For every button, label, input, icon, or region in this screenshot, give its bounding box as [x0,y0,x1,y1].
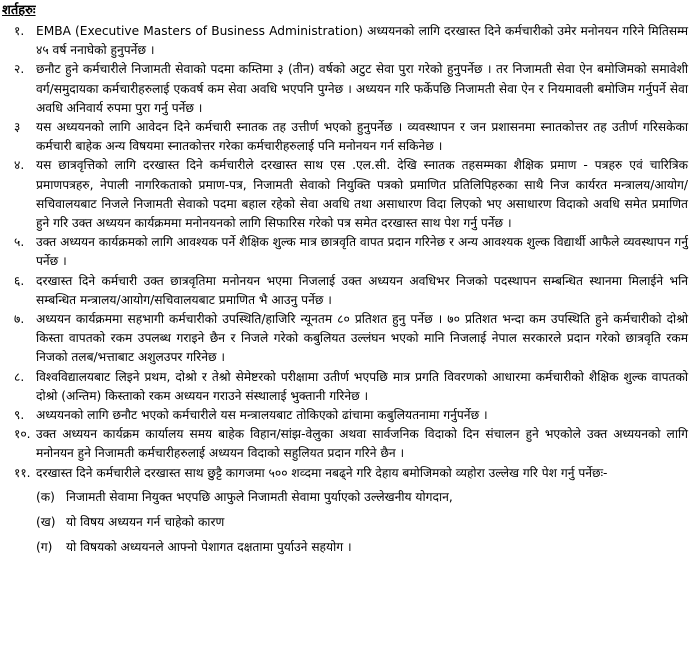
condition-number: १. [14,24,25,38]
condition-text: दरखास्त दिने कर्मचारी उक्त छात्रवृतिमा मनोनयन भएमा निजलाई उक्त अध्ययन अवधिभर निजको पदस्थापन सम्बन्धित स्थानमा मिलाईने भनि सम्बन्धित मन्त्रालय/आयोग/सचिवालयबाट प्रमाणित भै आउनु पर्नेछ । [36,273,688,307]
condition-item [0,368,688,406]
condition-item [0,310,688,368]
condition-item [0,406,688,425]
sub-condition-marker: (ग) [36,539,53,554]
condition-item [0,425,688,463]
condition-text: अध्ययनको लागि छनौट भएको कर्मचारीले यस मन्त्रालयबाट तोकिएको ढांचामा कबुलियतनामा गर्नुपर्नेछ । [36,408,488,423]
condition-number: २. [14,62,25,77]
conditions-heading: शर्तहरुः [2,3,36,18]
sub-condition-item [0,512,688,533]
condition-text: उक्त अध्ययन कार्यक्रमको लागि आवश्यक पर्ने शैक्षिक शुल्क मात्र छात्रवृति वापत प्रदान गरिनेछ र अन्य आवश्यक शुल्क विद्यार्थी आफैले व्यवस्थापन गर्नु पर्नेछ । [36,235,688,269]
condition-number: ७. [14,312,25,327]
condition-text: विश्वविद्यालयबाट लिइने प्रथम, दोश्रो र तेश्रो सेमेष्टरको परीक्षामा उतीर्ण भएपछि मात्र प्रगति विवरणको आधारमा कर्मचारीको शैक्षिक शुल्क वापतको दोश्रो (अन्तिम) किस्ताको रकम अध्ययन गराउने संस्थालाई भुक्तानी गरिनेछ । [36,369,688,403]
condition-item [0,156,688,233]
condition-text: EMBA (Executive Masters of Business Administration) अध्ययनको लागि दरखास्त दिने कर्मचारीको उमेर मनोनयन गरिने मितिसम्म ४५ वर्ष ननाघेको हुनुपर्नेछ । [36,24,688,58]
condition-number: ४. [14,158,25,173]
sub-condition-item [0,487,688,508]
sub-condition-marker: (क) [36,489,55,504]
condition-item [0,22,688,60]
condition-item [0,233,688,271]
condition-number: ११. [14,465,31,480]
condition-item [0,272,688,310]
condition-text: अध्ययन कार्यक्रममा सहभागी कर्मचारीको उपस्थिति/हाजिरि न्यूनतम ८० प्रतिशत हुनु पर्नेछ । ७० प्रतिशत भन्दा कम उपस्थिति हुने कर्मचारीको दोश्रो किस्ता वापतको रकम उपलब्ध गराइने छैन र निजले गरेको कबुलियत उल्लंघन भएको मानि निजलाई नेपाल सरकारले प्रदान गरेको छात्रवृति रकम निजको तलब/भत्ताबाट अशुलउपर गरिनेछ । [36,312,688,365]
condition-item [0,464,688,483]
sub-condition-text: यो विषय अध्ययन गर्न चाहेको कारण [66,514,225,529]
condition-text: दरखास्त दिने कर्मचारीले दरखास्त साथ छुट्टै कागजमा ५०० शव्दमा नबढ्ने गरि देहाय बमोजिमको व्यहोरा उल्लेख गरि पेश गर्नु पर्नेछः- [36,465,608,480]
condition-number: ९. [14,408,25,423]
condition-number: ५. [14,235,25,250]
condition-text: यस अध्ययनको लागि आवेदन दिने कर्मचारी स्नातक तह उत्तीर्ण भएको हुनुपर्नेछ । व्यवस्थापन र जन प्रशासनमा स्नातकोत्तर तह उतीर्ण गरिसकेका कर्मचारी बाहेक अन्य विषयमा स्नातकोत्तर गरेका कर्मचारीहरुलाई पनि मनोनयन गर्न सकिनेछ । [36,120,688,154]
sub-condition-text: यो विषयको अध्ययनले आफ्नो पेशागत दक्षतामा पुर्याउने सहयोग । [66,539,352,554]
sub-condition-marker: (ख) [36,514,56,529]
sub-condition-text: निजामती सेवामा नियुक्त भएपछि आफुले निजामती सेवामा पुर्याएको उल्लेखनीय योगदान, [66,489,453,504]
condition-item [0,60,688,118]
condition-text: उक्त अध्ययन कार्यक्रम कार्यालय समय बाहेक विहान/सांझ-वेलुका अथवा सार्वजनिक विदाको दिन संचालन हुने भएकोले उक्त अध्ययनको लागि मनोनयन हुने निजामती कर्मचारीहरुलाई अध्ययन विदाको सहुलियत प्रदान गरिने छैन । [36,427,688,461]
condition-number: १०. [14,427,31,442]
condition-text: छनौट हुने कर्मचारीले निजामती सेवाको पदमा कम्तिमा ३ (तीन) वर्षको अटुट सेवा पुरा गरेको हुनुपर्नेछ । तर निजामती सेवा ऐन बमोजिमको समावेशी वर्ग/समुदायका कर्मचारीहरुलाई एकवर्ष कम सेवा अवधि भएपनि पुग्नेछ । अध्ययन गरि फर्केपछि निजामती सेवा ऐन र नियमावली बमोजिम गर्नुपर्ने सेवा अवधि अनिवार्य रुपमा पुरा गर्नु पर्नेछ । [36,62,688,115]
condition-number: ३ [14,120,21,135]
sub-condition-item [0,537,688,558]
condition-number: ६. [14,273,25,288]
condition-text: यस छात्रवृत्तिको लागि दरखास्त दिने कर्मचारीले दरखास्त साथ एस .एल.सी. देखि स्नातक तहसम्मका शैक्षिक प्रमाण - पत्रहरु एवं चारित्रिक प्रमाणपत्रहरु, नेपाली नागरिकताको प्रमाण-पत्र, निजामती सेवाको नियुक्ति पत्रको प्रमाणित प्रतिलिपिहरुका साथै निज कार्यरत मन्त्रालय/आयोग/सचिवालयबाट निजले निजामती सेवाको पदमा बहाल रहेको सेवा अवधि तथा असाधारण विदा लिएको भए असाधारण विदाको अवधि समेत प्रमाणित हुने गरि उक्त अध्ययन कार्यक्रममा मनोनयनको लागि सिफारिस गरेको पत्र समेत दरखास्त साथ पेश गर्नु पर्नेछ । [36,158,688,231]
condition-item [0,118,688,156]
condition-number: ८. [14,369,25,384]
